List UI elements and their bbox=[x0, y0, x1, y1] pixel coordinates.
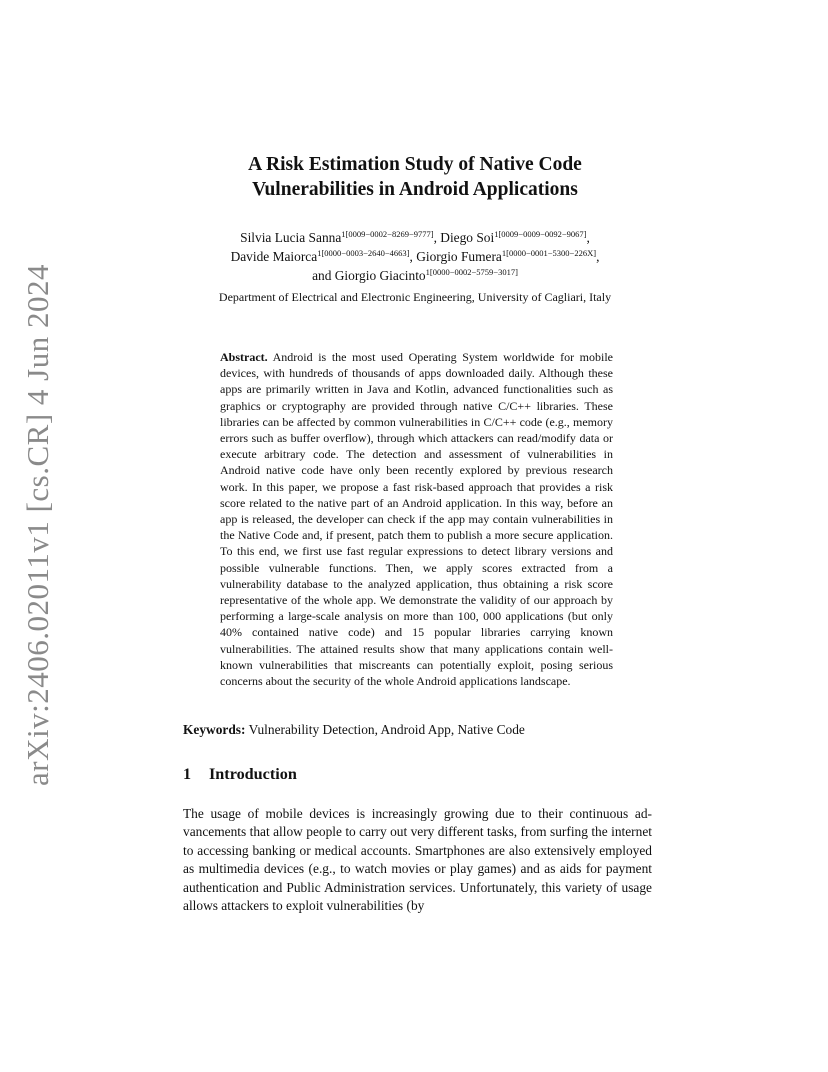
author-name: Davide Maiorca bbox=[230, 249, 318, 264]
author-list bbox=[150, 228, 680, 285]
section-number: 1 bbox=[183, 765, 192, 783]
paper-title-line-1: A Risk Estimation Study of Native Code bbox=[248, 154, 582, 175]
author-orcid: 1[0000−0001−5300−226X] bbox=[501, 248, 597, 258]
keywords bbox=[183, 722, 653, 738]
author-name: Giorgio Giacinto bbox=[334, 268, 426, 283]
keywords-label: Keywords: bbox=[183, 722, 246, 737]
author-name: Diego Soi bbox=[440, 230, 495, 245]
author-affiliation: Department of Electrical and Electronic Engineering, University of Cagliari, Italy bbox=[218, 290, 612, 304]
author-orcid: 1[0000−0002−5759−3017] bbox=[425, 267, 518, 277]
author-separator: , bbox=[433, 230, 441, 245]
keywords-text: Vulnerability Detection, Android App, Native Code bbox=[248, 722, 525, 737]
author-orcid: 1[0009−0009−0092−9067] bbox=[494, 229, 587, 239]
section-title: Introduction bbox=[209, 765, 297, 783]
author-separator: , bbox=[596, 249, 600, 264]
author-conjunction: and bbox=[312, 268, 335, 283]
author-name: Giorgio Fumera bbox=[416, 249, 502, 264]
abstract-text: Android is the most used Operating System worldwide for mobile devices, with hundreds of thousands of apps downloaded daily. Although these apps are primarily written in Java and Kotlin, advanced functionalities such as graphics or cryptography are provided through native C/C++ libraries. These libraries can be affected by common vulnerabilities in C/C++ code (e.g., memory errors such as buffer overflow), through which attackers can read/modify data or execute arbitrary code. The detection and assessment of vulnerabilities in Android native code have only been recently explored by previous research work. In this paper, we propose a fast risk-based approach that provides a risk score related to the native part of an Android application. In this way, before an app is released, the developer can check if the app may contain vulnerabilities in the Native Code and, if present, patch them to publish a more secure application. To this end, we first use fast regular expressions to detect library versions and possible vulnerable functions. Then, we apply scores extracted from a vulnerability database to the analyzed application, thus obtaining a risk score representative of the whole app. We demonstrate the validity of our approach by performing a large-scale analysis on more than 100, 000 applications (but only 40% contained native code) and 15 popular libraries carrying known vulnerabilities. The attained results show that many applications contain well-known vulnerabilities that miscreants can potentially exploit, posing serious concerns about the security of the whole Android applications landscape. bbox=[220, 350, 613, 689]
author-orcid: 1[0000−0003−2640−4663] bbox=[317, 248, 410, 258]
introduction-paragraph: The usage of mobile devices is increasingly growing due to their continuous advancements that allow people to carry out very different tasks, from surfing the internet to accessing banking or medical accounts. Smartphones are also extensively employed as multimedia devices (e.g., to watch movies or play games) and as aids for payment authentication and Public Administration services. Unfortunately, this variety of usage allows attackers to exploit vulnerabilities (by bbox=[183, 806, 652, 914]
author-name: Silvia Lucia Sanna bbox=[240, 230, 342, 245]
arxiv-identifier-text: arXiv:2406.02011v1 [cs.CR] 4 Jun 2024 bbox=[20, 264, 55, 786]
author-separator: , bbox=[409, 249, 417, 264]
section-heading-introduction bbox=[183, 765, 297, 784]
paper-title bbox=[160, 152, 670, 202]
paper-title-line-2: Vulnerabilities in Android Applications bbox=[252, 179, 578, 200]
abstract bbox=[220, 349, 613, 689]
author-orcid: 1[0009−0002−8269−9777] bbox=[341, 229, 434, 239]
abstract-label: Abstract. bbox=[220, 350, 268, 364]
author-separator: , bbox=[586, 230, 590, 245]
